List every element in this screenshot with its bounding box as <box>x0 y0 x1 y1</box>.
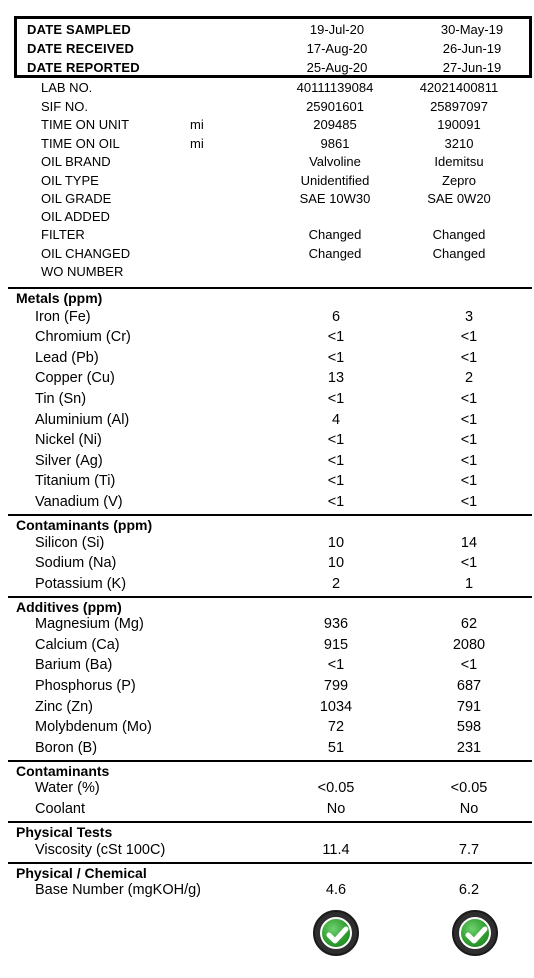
date-sampled-value-1: 19-Jul-20 <box>309 22 365 37</box>
table-row <box>0 780 534 800</box>
section-divider <box>8 514 532 516</box>
date-reported-value-2: 27-Jun-19 <box>442 60 502 75</box>
row-value-2: 3 <box>464 309 474 325</box>
date-header-box <box>14 16 532 76</box>
table-row <box>0 535 534 555</box>
row-value-2: <1 <box>460 329 478 345</box>
info-value-2: SAE 0W20 <box>427 191 491 206</box>
row-value-1: 936 <box>323 616 349 632</box>
info-label: OIL BRAND <box>41 154 111 169</box>
row-value-1: 10 <box>327 555 345 571</box>
row-value-1: <1 <box>327 350 345 366</box>
table-row <box>0 473 534 493</box>
row-value-2: 2080 <box>452 637 486 653</box>
table-row <box>0 678 534 698</box>
info-value-1: 25901601 <box>306 99 364 114</box>
row-value-1: <0.05 <box>317 780 355 796</box>
info-row <box>0 154 534 172</box>
date-received-value-1: 17-Aug-20 <box>306 41 368 56</box>
table-row <box>0 576 534 596</box>
row-value-2: 598 <box>456 719 482 735</box>
row-value-1: 1034 <box>319 699 353 715</box>
row-value-2: <1 <box>460 391 478 407</box>
row-label: Viscosity (cSt 100C) <box>35 842 166 858</box>
row-value-1: 13 <box>327 370 345 386</box>
info-value-1: Changed <box>308 227 362 242</box>
table-row <box>0 637 534 657</box>
row-value-2: <1 <box>460 412 478 428</box>
info-value-1: Unidentified <box>300 173 370 188</box>
table-row <box>0 453 534 473</box>
info-label: WO NUMBER <box>41 264 124 279</box>
row-value-2: <1 <box>460 453 478 469</box>
date-received-label: DATE RECEIVED <box>27 41 135 56</box>
table-row <box>0 555 534 575</box>
info-value-2: 3210 <box>444 136 474 151</box>
date-reported-label: DATE REPORTED <box>27 60 140 75</box>
date-reported-row <box>17 60 529 78</box>
row-value-1: <1 <box>327 494 345 510</box>
row-value-2: 2 <box>464 370 474 386</box>
info-value-2: Idemitsu <box>434 154 484 169</box>
info-row <box>0 136 534 154</box>
section-divider <box>8 862 532 864</box>
table-row <box>0 699 534 719</box>
row-value-2: 1 <box>464 576 474 592</box>
table-row <box>0 432 534 452</box>
row-value-2: No <box>459 801 479 817</box>
row-value-1: 4 <box>331 412 341 428</box>
info-value-2: 42021400811 <box>419 80 499 95</box>
row-label: Iron (Fe) <box>35 309 91 325</box>
row-label: Aluminium (Al) <box>35 412 130 428</box>
table-row <box>0 882 534 902</box>
row-label: Zinc (Zn) <box>35 699 93 715</box>
row-value-1: 72 <box>327 719 345 735</box>
info-row <box>0 117 534 135</box>
row-label: Boron (B) <box>35 740 98 756</box>
row-label: Titanium (Ti) <box>35 473 116 489</box>
info-value-1: 9861 <box>320 136 350 151</box>
green-checkmark-icon <box>313 910 359 956</box>
row-value-2: <1 <box>460 494 478 510</box>
row-label: Barium (Ba) <box>35 657 113 673</box>
row-label: Lead (Pb) <box>35 350 99 366</box>
row-value-2: <1 <box>460 473 478 489</box>
row-value-2: <1 <box>460 432 478 448</box>
row-value-1: 4.6 <box>325 882 347 898</box>
section-divider <box>8 287 532 289</box>
info-label: TIME ON OIL <box>41 136 120 151</box>
info-value-1: 40111139084 <box>296 80 374 95</box>
row-value-2: <1 <box>460 657 478 673</box>
row-label: Magnesium (Mg) <box>35 616 144 632</box>
row-label: Vanadium (V) <box>35 494 123 510</box>
info-label: SIF NO. <box>41 99 88 114</box>
info-row <box>0 99 534 117</box>
row-value-1: No <box>326 801 346 817</box>
row-value-1: <1 <box>327 432 345 448</box>
info-label: OIL ADDED <box>41 209 110 224</box>
table-row <box>0 842 534 862</box>
row-label: Phosphorus (P) <box>35 678 136 694</box>
table-row <box>0 616 534 636</box>
info-row <box>0 80 534 98</box>
info-label: LAB NO. <box>41 80 93 95</box>
row-value-2: 231 <box>456 740 482 756</box>
info-unit: mi <box>190 117 204 132</box>
table-row <box>0 740 534 760</box>
section-divider <box>8 596 532 598</box>
info-value-2: 25897097 <box>430 99 488 114</box>
row-label: Water (%) <box>35 780 100 796</box>
table-row <box>0 494 534 514</box>
table-row <box>0 370 534 390</box>
section-divider <box>8 760 532 762</box>
info-label: OIL CHANGED <box>41 246 131 261</box>
row-label: Potassium (K) <box>35 576 127 592</box>
row-value-2: <0.05 <box>450 780 488 796</box>
section-divider <box>8 821 532 823</box>
row-value-1: 2 <box>331 576 341 592</box>
info-row <box>0 264 534 282</box>
table-row <box>0 350 534 370</box>
row-value-1: 10 <box>327 535 345 551</box>
row-value-1: <1 <box>327 473 345 489</box>
info-label: OIL TYPE <box>41 173 99 188</box>
date-sampled-value-2: 30-May-19 <box>440 22 504 37</box>
date-reported-value-1: 25-Aug-20 <box>306 60 368 75</box>
row-label: Molybdenum (Mo) <box>35 719 152 735</box>
contaminants-ppm-section-title: Contaminants (ppm) <box>16 517 153 533</box>
info-value-2: Changed <box>432 227 486 242</box>
metals-section-title: Metals (ppm) <box>16 290 103 306</box>
info-value-1: 209485 <box>313 117 357 132</box>
row-value-2: <1 <box>460 555 478 571</box>
row-label: Tin (Sn) <box>35 391 87 407</box>
info-label: OIL GRADE <box>41 191 112 206</box>
info-value-1: SAE 10W30 <box>299 191 371 206</box>
row-label: Silver (Ag) <box>35 453 103 469</box>
date-sampled-label: DATE SAMPLED <box>27 22 131 37</box>
info-unit: mi <box>190 136 204 151</box>
info-label: FILTER <box>41 227 85 242</box>
info-row <box>0 227 534 245</box>
row-label: Copper (Cu) <box>35 370 115 386</box>
table-row <box>0 309 534 329</box>
table-row <box>0 719 534 739</box>
row-label: Nickel (Ni) <box>35 432 102 448</box>
row-value-2: 791 <box>456 699 482 715</box>
row-label: Base Number (mgKOH/g) <box>35 882 201 898</box>
table-row <box>0 391 534 411</box>
row-value-1: 799 <box>323 678 349 694</box>
physical-tests-section-title: Physical Tests <box>16 824 113 840</box>
info-value-1: Changed <box>308 246 362 261</box>
green-checkmark-icon <box>452 910 498 956</box>
info-value-2: Zepro <box>442 173 476 188</box>
row-value-1: <1 <box>327 453 345 469</box>
table-row <box>0 329 534 349</box>
row-value-1: <1 <box>327 657 345 673</box>
row-value-2: 62 <box>460 616 478 632</box>
row-value-1: <1 <box>327 391 345 407</box>
date-received-value-2: 26-Jun-19 <box>442 41 502 56</box>
row-label: Silicon (Si) <box>35 535 105 551</box>
row-value-2: 687 <box>456 678 482 694</box>
row-value-2: 14 <box>460 535 478 551</box>
table-row <box>0 801 534 821</box>
contaminants-section-title: Contaminants <box>16 763 110 779</box>
row-label: Sodium (Na) <box>35 555 117 571</box>
info-row <box>0 209 534 227</box>
row-value-2: <1 <box>460 350 478 366</box>
date-received-row <box>17 41 529 59</box>
row-value-1: 11.4 <box>322 842 350 858</box>
info-row <box>0 246 534 264</box>
row-label: Chromium (Cr) <box>35 329 131 345</box>
row-value-1: 6 <box>331 309 341 325</box>
info-label: TIME ON UNIT <box>41 117 130 132</box>
row-value-1: <1 <box>327 329 345 345</box>
row-value-1: 915 <box>323 637 349 653</box>
row-value-2: 6.2 <box>458 882 480 898</box>
info-value-2: Changed <box>432 246 486 261</box>
info-row <box>0 191 534 209</box>
row-value-1: 51 <box>327 740 345 756</box>
additives-section-title: Additives (ppm) <box>16 599 122 615</box>
table-row <box>0 412 534 432</box>
info-value-1: Valvoline <box>309 154 361 169</box>
physical-chemical-section-title: Physical / Chemical <box>16 865 147 881</box>
row-label: Coolant <box>35 801 85 817</box>
info-row <box>0 173 534 191</box>
table-row <box>0 657 534 677</box>
info-value-2: 190091 <box>437 117 481 132</box>
date-sampled-row <box>17 22 529 40</box>
row-value-2: 7.7 <box>458 842 480 858</box>
row-label: Calcium (Ca) <box>35 637 120 653</box>
